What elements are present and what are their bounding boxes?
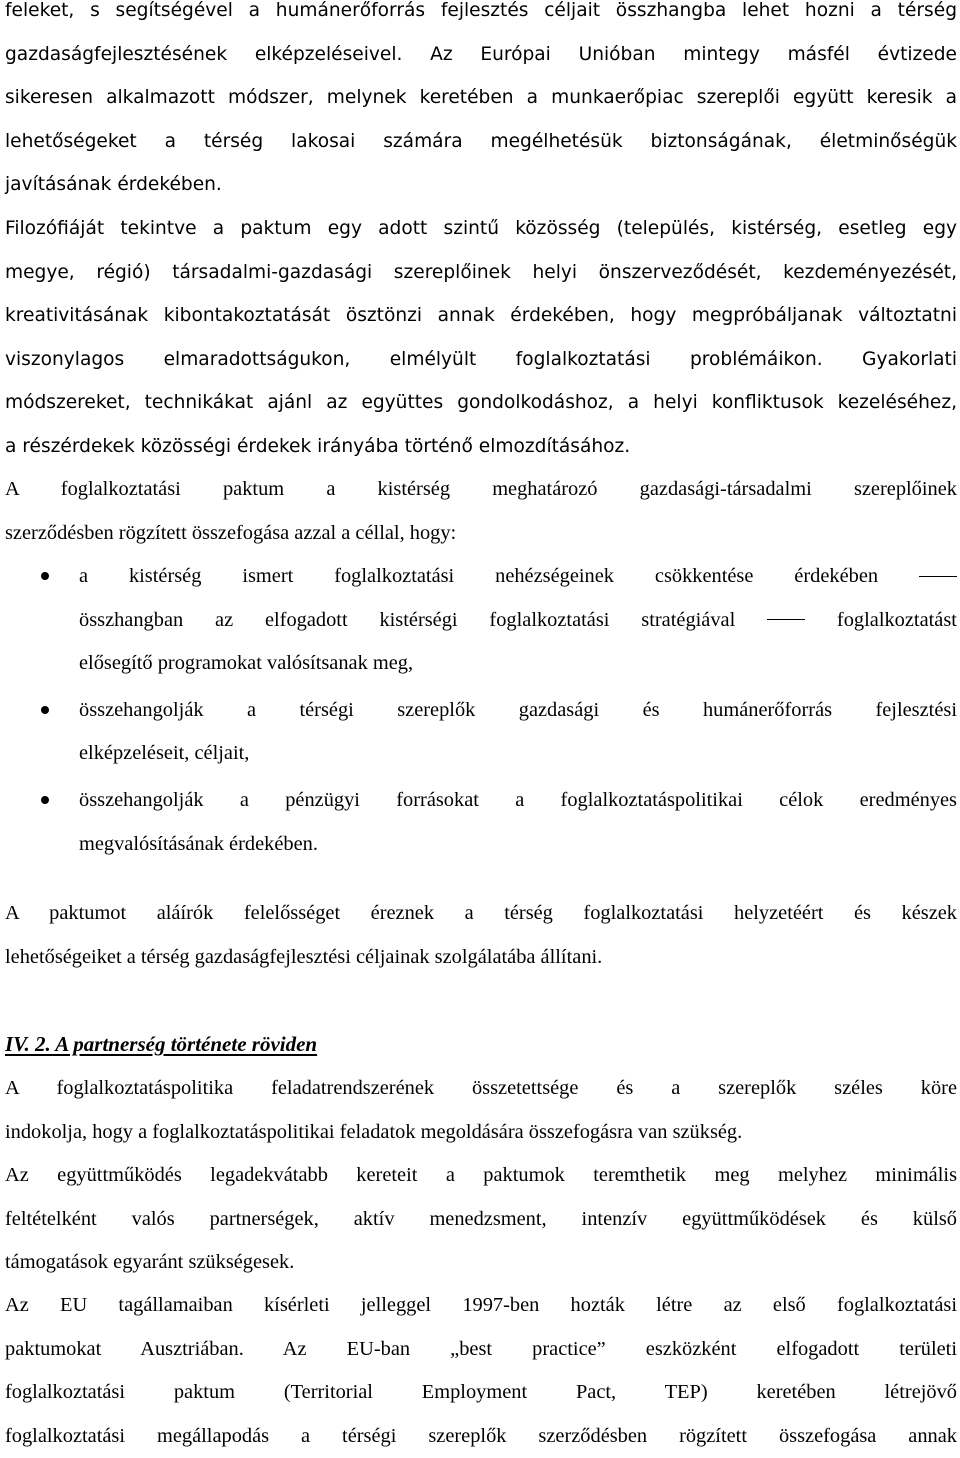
list-item xyxy=(5,555,957,686)
bullet-icon xyxy=(41,555,51,599)
text-line: Az együttműködés legadekvátabb kereteit a paktumok teremthetik meg melyhez minimális xyxy=(5,1164,957,1186)
bullet-list xyxy=(5,555,957,866)
text-line: a részérdekek közösségi érdekek irányába történő elmozdításához. xyxy=(5,435,631,457)
bullet-text-segment: a kistérség ismert foglalkoztatási nehézségeinek csökkentése érdekében xyxy=(79,565,879,587)
text-line: indokolja, hogy a foglalkoztatáspolitikai feladatok megoldására összefogásra van szükség. xyxy=(5,1120,743,1143)
text-line: szerződésben rögzített összefogása azzal a céllal, hogy: xyxy=(5,521,457,544)
text-line: kreativitásának kibontakoztatását ösztönzi annak érdekében, hogy megpróbáljanak változtatni xyxy=(5,305,957,327)
text-line: paktumokat Ausztriában. Az EU-ban „best practice” eszközként elfogadott területi xyxy=(5,1337,957,1360)
bullet-icon xyxy=(41,779,51,823)
section-heading-block xyxy=(5,1023,957,1067)
text-line: gazdaságfejlesztésének elképzeléseivel. Az Európai Unióban mintegy másfél évtizede xyxy=(5,43,957,65)
text-line xyxy=(79,599,957,643)
text-line: A foglalkoztatási paktum a kistérség meghatározó gazdasági-társadalmi szereplőinek xyxy=(5,478,957,500)
text-line: megvalósításának érdekében. xyxy=(79,832,318,855)
text-line: feleket, s segítségével a humánerőforrás fejlesztés céljait összhangba lehet hozni a térség xyxy=(5,0,957,21)
paragraph-philosophy xyxy=(5,207,957,469)
text-line: összehangolják a pénzügyi forrásokat a foglalkoztatáspolitikai célok eredményes xyxy=(79,788,957,811)
text-line: javításának érdekében. xyxy=(5,174,222,196)
text-line: támogatások egyaránt szükségesek. xyxy=(5,1251,295,1274)
text-line: lehetőségeket a térség lakosai számára megélhetésük biztonságának, életminőségük xyxy=(5,130,957,152)
text-line: A foglalkoztatáspolitika feladatrendszerének összetettsége és a szereplők széles köre xyxy=(5,1077,957,1099)
paragraph-policy xyxy=(5,1067,957,1154)
text-line: összehangolják a térségi szereplők gazdasági és humánerőforrás fejlesztési xyxy=(79,698,957,721)
em-dash xyxy=(767,619,805,620)
text-line: Az EU tagállamaiban kísérleti jelleggel 1997-ben hozták létre az első foglalkoztatási xyxy=(5,1294,957,1316)
text-line: megye, régió) társadalmi-gazdasági szereplőinek helyi önszerveződését, kezdeményezését, xyxy=(5,261,957,283)
paragraph-eu-history xyxy=(5,1284,957,1458)
text-line: A paktumot aláírók felelősséget éreznek a térség foglalkoztatási helyzetéért és készek xyxy=(5,902,957,924)
em-dash xyxy=(919,576,957,577)
bullet-text-segment: foglalkoztatást xyxy=(836,608,957,631)
paragraph-signatories xyxy=(5,892,957,979)
text-line: elősegítő programokat valósítsanak meg, xyxy=(79,652,414,675)
section-heading: IV. 2. A partnerség története röviden xyxy=(5,1032,318,1056)
paragraph-pact-definition xyxy=(5,468,957,555)
text-line: feltételként valós partnerségek, aktív menedzsment, intenzív együttműködések és külső xyxy=(5,1207,957,1230)
bullet-icon xyxy=(41,689,51,733)
list-item xyxy=(5,779,957,866)
bullet-text-segment: összhangban az elfogadott kistérségi foglalkoztatási stratégiával xyxy=(79,608,736,631)
text-line: elképzeléseit, céljait, xyxy=(79,742,250,765)
text-line xyxy=(79,555,957,599)
text-line: sikeresen alkalmazott módszer, melynek keretében a munkaerőpiac szereplői együtt keresik a xyxy=(5,87,957,109)
text-line: viszonylagos elmaradottságukon, elmélyült foglalkoztatási problémáikon. Gyakorlati xyxy=(5,348,957,370)
text-line: foglalkoztatási paktum (Territorial Employment Pact, TEP) keretében létrejövő xyxy=(5,1381,957,1404)
paragraph-cooperation xyxy=(5,1154,957,1285)
text-line: Filozófiáját tekintve a paktum egy adott szintű közösség (település, kistérség, esetleg egy xyxy=(5,218,957,239)
text-line: foglalkoztatási megállapodás a térségi szereplők szerződésben rögzített összefogása annak xyxy=(5,1424,957,1447)
text-line: lehetőségeiket a térség gazdaságfejlesztési céljainak szolgálatába állítani. xyxy=(5,945,603,968)
text-line: módszereket, technikákat ajánl az együttes gondolkodáshoz, a helyi konfliktusok kezeléséhez, xyxy=(5,392,957,414)
paragraph-intro-continuation xyxy=(5,0,957,207)
list-item xyxy=(5,689,957,776)
